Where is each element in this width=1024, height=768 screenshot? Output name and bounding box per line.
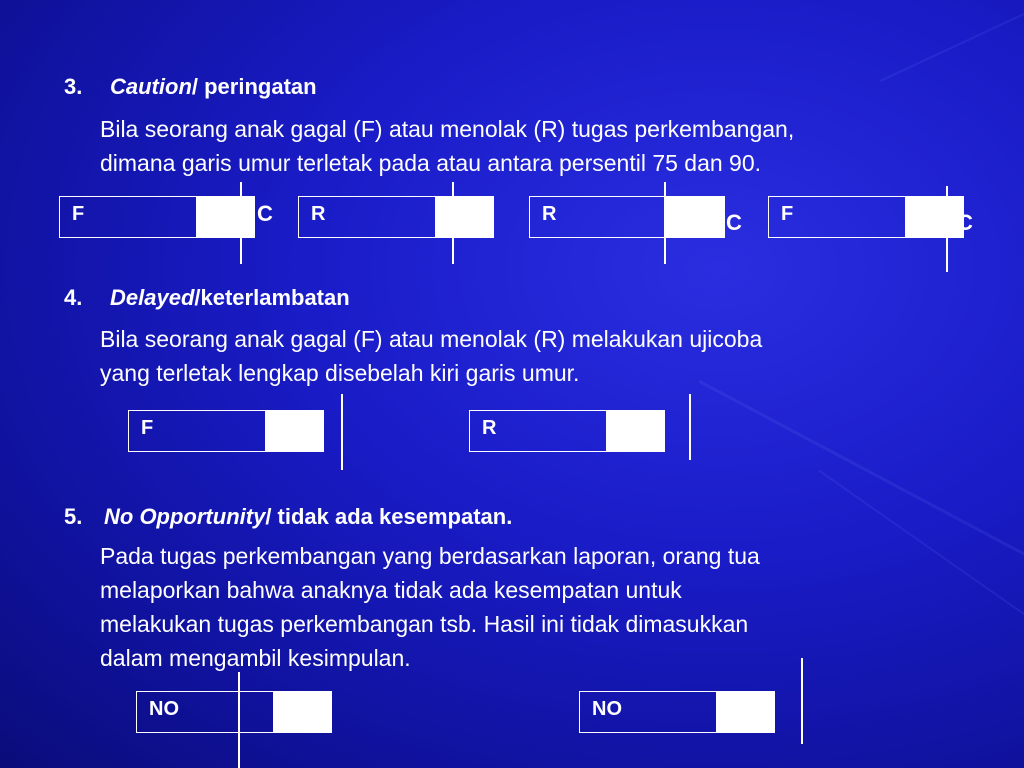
section-heading-caution [64,74,317,100]
section-number: 4. [64,285,83,310]
caution-mark: C [257,201,273,226]
bar-label: F [60,197,198,237]
age-line [664,182,666,264]
bar-label: R [299,197,437,237]
section-title-italic: Caution [110,74,192,99]
description-line: melakukan tugas perkembangan tsb. Hasil ini tidak dimasukkan [100,611,749,637]
test-bar [529,196,725,238]
bar-fill [718,692,774,732]
caution-mark: C [478,201,494,226]
age-line [946,186,948,272]
age-line [689,394,691,460]
bar-label: F [129,411,267,451]
section-title-italic: Delayed [110,285,195,310]
description-line: melaporkan bahwa anaknya tidak ada kesempatan untuk [100,577,682,603]
bar-label: NO [580,692,718,732]
description-line: Bila seorang anak gagal (F) atau menolak (R) melakukan ujicoba [100,326,763,352]
section-title-rest: /keterlambatan [194,285,350,310]
test-bar [469,410,665,452]
bar-fill [275,692,331,732]
test-bar [579,691,775,733]
bar-label: R [530,197,668,237]
section-description [100,539,760,675]
bar-label: NO [137,692,275,732]
age-line [240,182,242,264]
bar-fill [267,411,323,451]
bar-fill [608,411,664,451]
background-streak [880,0,1024,82]
background-streak [819,470,1024,644]
section-number: 3. [64,74,83,99]
caution-mark: C [957,210,973,235]
caution-mark: C [726,210,742,235]
test-bar [768,196,964,238]
age-line [801,658,803,744]
bar-fill [907,197,963,237]
bar-label: R [470,411,608,451]
bar-fill [668,197,724,237]
section-heading-no-opportunity [64,504,512,530]
section-description [100,322,762,390]
description-line: yang terletak lengkap disebelah kiri garis umur. [100,360,580,386]
bar-label: F [769,197,907,237]
description-line: dimana garis umur terletak pada atau antara persentil 75 dan 90. [100,150,762,176]
section-heading-delayed [64,285,350,311]
test-bar [128,410,324,452]
section-description [100,112,794,180]
description-line: Bila seorang anak gagal (F) atau menolak (R) tugas perkembangan, [100,116,795,142]
section-title-italic: No Opportunity [104,504,266,529]
age-line [452,182,454,264]
description-line: dalam mengambil kesimpulan. [100,645,411,671]
section-number: 5. [64,504,83,529]
description-line: Pada tugas perkembangan yang berdasarkan laporan, orang tua [100,543,760,569]
test-bar [59,196,255,238]
test-bar [136,691,332,733]
test-bar [298,196,494,238]
age-line [341,394,343,470]
bar-fill [198,197,254,237]
section-title-rest: / tidak ada kesempatan. [265,504,513,529]
section-title-rest: / peringatan [191,74,317,99]
age-line [238,672,240,768]
